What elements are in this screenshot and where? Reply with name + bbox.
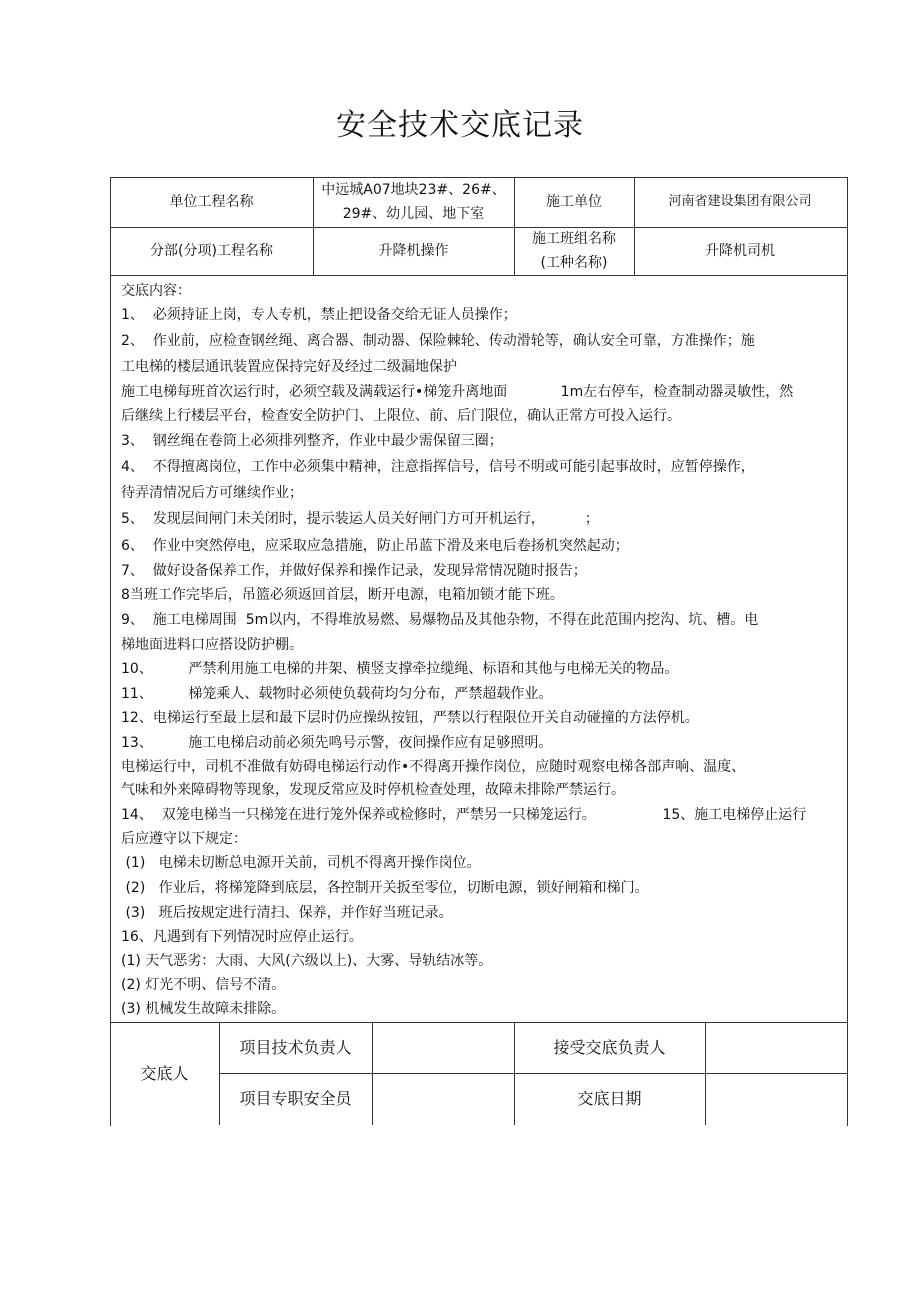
content-line: (2) 作业后，将梯笼降到底层，各控制开关扳至零位，切断电源，锁好闸箱和梯门。 (121, 880, 649, 896)
receiver-label: 接受交底负责人 (553, 1037, 666, 1057)
content-line: (1) 天气恶劣：大雨、大风(六级以上)、大雾、导轨结冰等。 (121, 953, 493, 969)
content-line: 3、 钢丝绳在卷筒上必须排列整齐，作业中最少需保留三圈； (121, 433, 503, 449)
content-line: 14、 双笼电梯当一只梯笼在进行笼外保养或检修时，严禁另一只梯笼运行。 15、施工电梯停止运行 (121, 807, 807, 823)
content-line: 7、 做好设备保养工作，并做好保养和操作记录，发现异常情况随时报告； (121, 563, 587, 579)
content-line: 6、 作业中突然停电，应采取应急措施，防止吊蓝下滑及来电后卷扬机突然起动； (121, 538, 629, 554)
safety-officer-signature (372, 1073, 514, 1125)
handover-date-value (705, 1073, 846, 1125)
content-line: 2、 作业前，应检查钢丝绳、离合器、制动器、保险棘轮、传动滑轮等，确认安全可靠，方准操作；施 (121, 333, 755, 349)
sub-project-label: 分部(分项)工程名称 (150, 243, 273, 259)
safety-officer-label: 项目专职安全员 (239, 1089, 352, 1108)
content-line: 气味和外来障碍物等现象，发现反常应及时停机检查处理，故障未排除严禁运行。 (121, 782, 625, 798)
handover-person-label: 交底人 (140, 1063, 189, 1083)
content-line: (3) 班后按规定进行清扫、保养，并作好当班记录。 (121, 905, 453, 921)
receiver-signature (705, 1022, 846, 1073)
content-line: 13、 施工电梯启动前必须先鸣号示警，夜间操作应有足够照明。 (121, 735, 553, 751)
row-divider (110, 275, 847, 276)
content-line: 1、 必须持证上岗，专人专机，禁止把设备交给无证人员操作； (121, 307, 517, 323)
construction-unit-value: 河南省建设集团有限公司 (668, 194, 812, 209)
content-line: 10、 严禁利用施工电梯的井架、横竖支撑牵拉缆绳、标语和其他与电梯无关的物品。 (121, 661, 679, 677)
content-line: 后应遵守以下规定： (121, 831, 247, 847)
team-label-line-2: (工种名称) (540, 255, 608, 271)
project-name-line-1: 中远城A07地块23#、26#、 (321, 182, 506, 198)
team-label-line-1: 施工班组名称 (532, 231, 616, 247)
content-line: 11、 梯笼乘人、载物时必须使负载荷均匀分布，严禁超载作业。 (121, 686, 553, 702)
content-line: 工电梯的楼层通讯装置应保持完好及经过二级漏地保护 (121, 359, 457, 375)
content-line: 4、 不得擅离岗位，工作中必须集中精神，注意指挥信号，信号不明或可能引起事故时，应暂停操作， (121, 459, 755, 475)
content-line: 梯地面进料口应搭设防护棚。 (121, 637, 303, 653)
content-line: 交底内容： (121, 283, 191, 299)
content-line: 5、 发现层间闸门未关闭时，提示装运人员关好闸门方可开机运行， ； (121, 511, 599, 527)
project-name-line-2: 29#、幼儿园、地下室 (342, 206, 485, 222)
content-line: 9、 施工电梯周围 5m以内，不得堆放易燃、易爆物品及其他杂物，不得在此范围内挖沟、坑、槽。电 (121, 612, 759, 628)
content-line: 施工电梯每班首次运行时，必须空载及满载运行•梯笼升离地面 1m左右停车，检查制动器灵敏性，然 (121, 384, 794, 400)
content-line: (1) 电梯未切断总电源开关前，司机不得离开操作岗位。 (121, 855, 481, 871)
content-line: 8当班工作完毕后，吊篮必须返回首层，断开电源，电箱加锁才能下班。 (121, 587, 564, 603)
content-line: (2) 灯光不明、信号不清。 (121, 977, 286, 993)
content-line: 电梯运行中，司机不准做有妨碍电梯运行动作•不得离开操作岗位，应随时观察电梯各部声响、温度、 (121, 759, 746, 775)
team-label (514, 227, 634, 275)
content-line: 16、凡遇到有下列情况时应停止运行。 (121, 929, 363, 945)
content-line: (3) 机械发生故障未排除。 (121, 1001, 286, 1017)
project-name-value (313, 177, 514, 227)
construction-unit-label: 施工单位 (546, 194, 602, 210)
tech-lead-label: 项目技术负责人 (239, 1037, 352, 1057)
sub-project-value: 升降机操作 (378, 243, 449, 259)
content-line: 12、电梯运行至最上层和最下层时仍应操纵按钮，严禁以行程限位开关自动碰撞的方法停机。 (121, 710, 699, 726)
tech-lead-signature (372, 1022, 514, 1073)
content-line: 后继续上行楼层平台，检查安全防护门、上限位、前、后门限位，确认正常方可投入运行。 (121, 408, 681, 424)
document-title: 安全技术交底记录 (336, 108, 584, 143)
content-line: 待弄清情况后方可继续作业； (121, 485, 303, 501)
team-value: 升降机司机 (705, 243, 775, 259)
project-name-label: 单位工程名称 (169, 194, 254, 210)
handover-date-label: 交底日期 (577, 1089, 642, 1108)
